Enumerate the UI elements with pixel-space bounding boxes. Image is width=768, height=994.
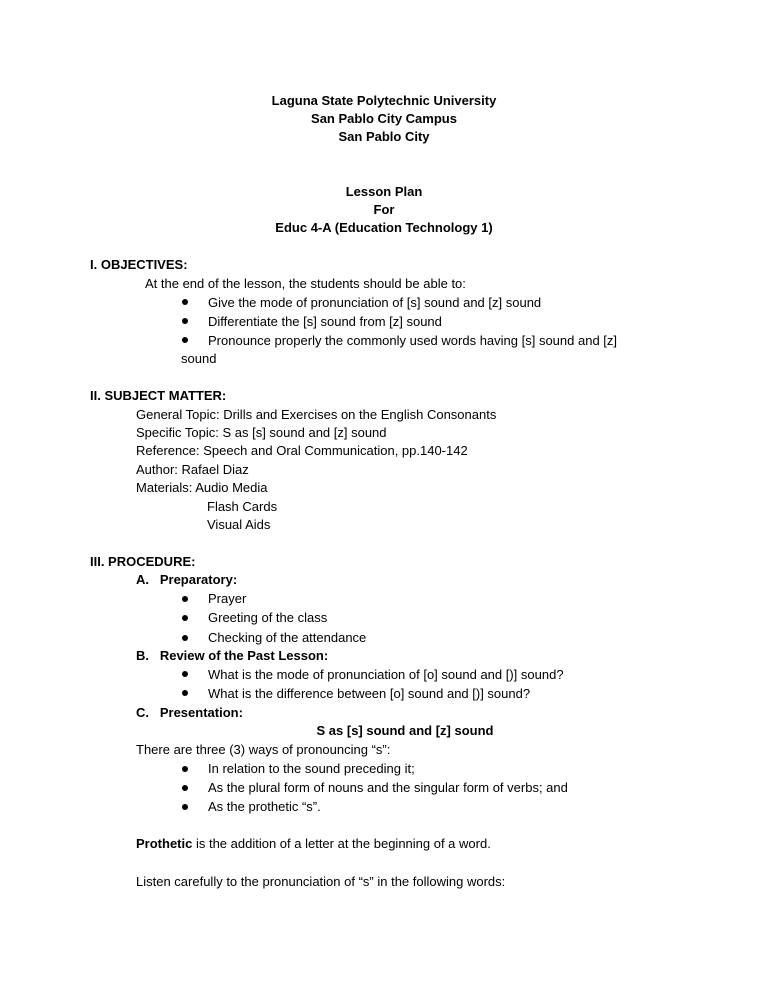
presentation-heading: C. Presentation: [136,705,243,720]
general-topic: General Topic: Drills and Exercises on the English Consonants [136,407,497,422]
objective-item-3-continuation: sound [181,351,217,366]
procedure-heading: III. PROCEDURE: [90,554,196,569]
prothetic-definition-text: is the addition of a letter at the beginning of a word. [192,836,491,851]
bullet-icon [182,337,188,343]
bullet-icon [182,785,188,791]
bullet-icon [182,596,188,602]
presentation-item-1: In relation to the sound preceding it; [208,761,415,776]
bullet-icon [182,635,188,641]
prothetic-definition [136,835,491,853]
bullet-icon [182,299,188,305]
bullet-icon [182,671,188,677]
bullet-icon [182,766,188,772]
preparatory-item-3: Checking of the attendance [208,630,367,645]
objectives-heading: I. OBJECTIVES: [90,257,188,272]
review-item-2: What is the difference between [o] sound and [)] sound? [208,686,531,701]
author: Author: Rafael Diaz [136,462,249,477]
specific-topic: Specific Topic: S as [s] sound and [z] sound [136,425,387,440]
title-line-2: For [373,202,395,217]
bullet-icon [182,318,188,324]
reference: Reference: Speech and Oral Communication, pp.140-142 [136,443,468,458]
campus-name: San Pablo City Campus [311,111,457,126]
bullet-icon [182,690,188,696]
review-item-1: What is the mode of pronunciation of [o] sound and [)] sound? [208,667,564,682]
bullet-icon [182,804,188,810]
listen-instruction: Listen carefully to the pronunciation of “s” in the following words: [136,874,506,889]
bullet-icon [182,615,188,621]
title-line-3: Educ 4-A (Education Technology 1) [275,220,493,235]
materials: Materials: Audio Media [136,480,268,495]
objective-item-3: Pronounce properly the commonly used words having [s] sound and [z] [208,333,618,348]
preparatory-item-2: Greeting of the class [208,610,328,625]
presentation-title: S as [s] sound and [z] sound [316,723,494,738]
material-item-visual-aids: Visual Aids [207,517,271,532]
subject-matter-heading: II. SUBJECT MATTER: [90,388,227,403]
university-name: Laguna State Polytechnic University [271,93,497,108]
prothetic-term: Prothetic [136,836,193,851]
title-line-1: Lesson Plan [345,184,423,199]
city-name: San Pablo City [338,129,430,144]
objective-item-1: Give the mode of pronunciation of [s] sound and [z] sound [208,295,542,310]
material-item-flash-cards: Flash Cards [207,499,278,514]
presentation-item-3: As the prothetic “s”. [208,799,321,814]
presentation-intro: There are three (3) ways of pronouncing “s”: [136,742,391,757]
review-heading: B. Review of the Past Lesson: [136,648,329,663]
presentation-item-2: As the plural form of nouns and the singular form of verbs; and [208,780,568,795]
objective-item-2: Differentiate the [s] sound from [z] sound [208,314,442,329]
objectives-intro: At the end of the lesson, the students should be able to: [145,276,466,291]
preparatory-item-1: Prayer [208,591,247,606]
preparatory-heading: A. Preparatory: [136,572,238,587]
